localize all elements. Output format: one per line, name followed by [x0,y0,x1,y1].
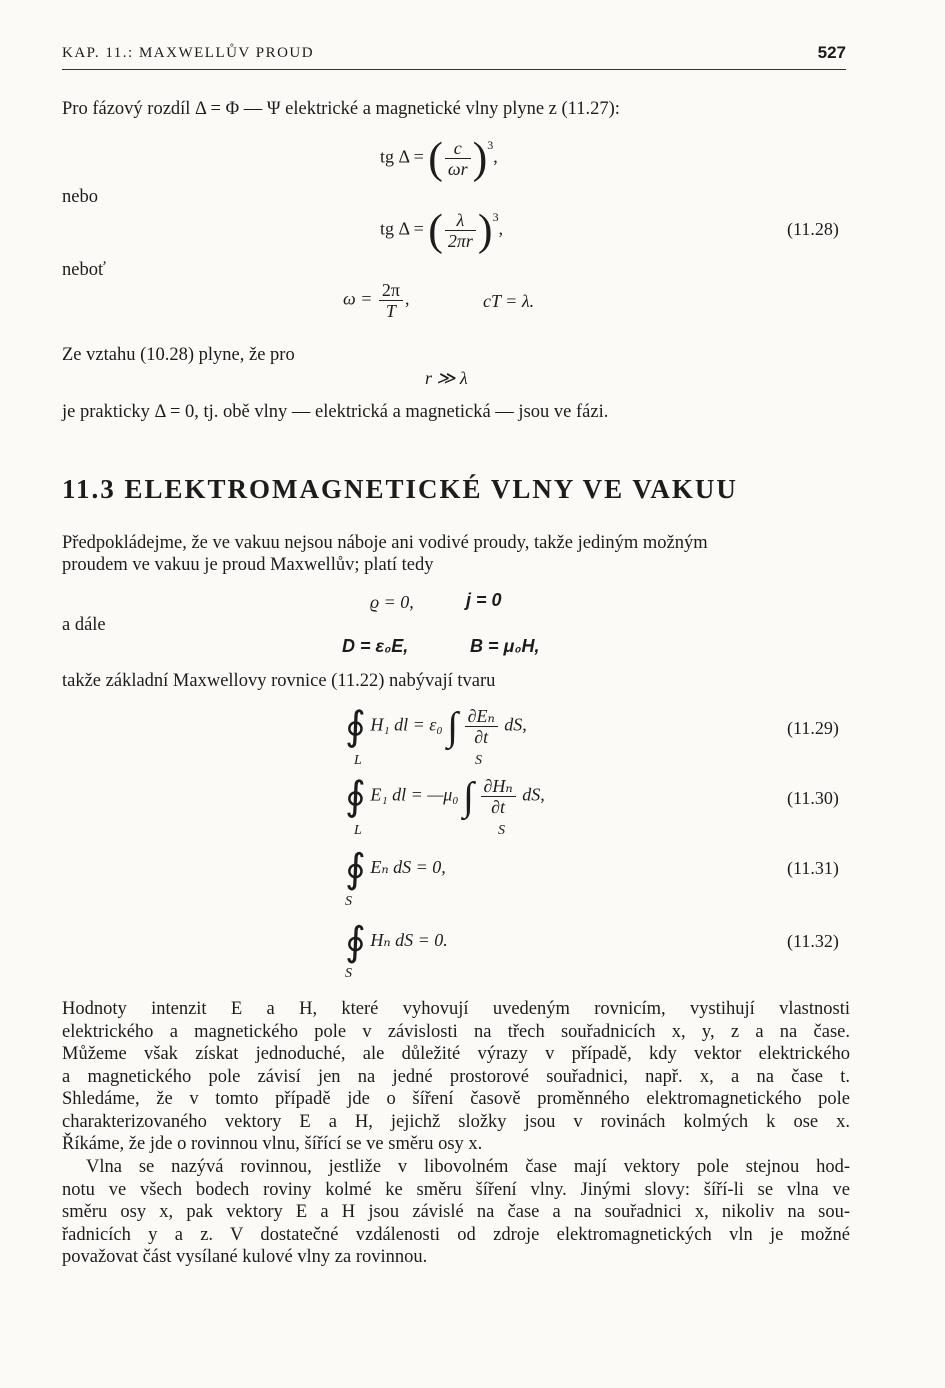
maxwell-equation-11-31 [345,846,446,891]
paragraph-line: Vlna se nazývá rovinnou, jestliže v libovolném čase mají vektory pole stejnou hod- [86,1157,850,1177]
paragraph-field-values [62,998,850,1156]
fraction-dH-dt [481,776,516,817]
equation-B-mu-H: B = μ₀H, [470,636,540,656]
lhs: Eₙ dS = 0, [370,857,446,878]
equation-number-11-32: (11.32) [787,931,839,951]
omega-label: ω = [343,288,373,309]
fraction-c-omega-r [445,138,471,179]
paren-right: ) [472,133,488,183]
equation-rho-zero: ϱ = 0, [370,592,414,612]
section-intro-line-2: proudem ve vakuu je proud Maxwellův; platí tedy [62,555,434,575]
paren-left: ( [428,133,443,183]
paragraph-line: Hodnoty intenzit E a H, které vyhovují uvedeným rovnicím, vystihují vlastnosti [62,999,850,1019]
page-number: 527 [817,43,846,62]
limit-L: L [354,823,362,838]
numerator: ∂Hₙ [481,776,516,797]
paragraph-line: a magnetického pole závisí jen na jedné prostorové souřadnici, např. x, a na čase t. [62,1066,850,1087]
comma: , [493,146,498,167]
numerator-c: c [445,138,471,159]
maxwell-equation-11-32 [345,919,448,964]
fraction-2pi-T [379,280,403,321]
equation-r-gg-lambda: r ≫ λ [425,368,468,388]
tg-label: tg Δ = [380,146,424,167]
contour-integral-icon: ∮ [345,773,366,819]
denominator-T: T [385,301,396,321]
paren-right: ) [477,205,493,255]
paragraph-line: Můžeme však získat jednoduché, ale důležité výrazy v případě, kdy vektor elektrického [62,1044,850,1064]
lhs: Hₙ dS = 0. [370,930,448,951]
numerator-2pi: 2π [379,280,403,301]
equation-tg-c [380,133,498,183]
fraction-dE-dt [465,706,498,747]
phase-difference-text: Pro fázový rozdíl Δ = Φ — Ψ elektrické a magnetické vlny plyne z (11.27): [62,99,620,119]
contour-integral-icon: ∮ [345,846,366,891]
tail: dS, [504,714,527,735]
equation-cT-lambda: cT = λ. [483,291,535,311]
in-phase-text: je prakticky Δ = 0, tj. obě vlny — elektrická a magnetická — jsou ve fázi. [62,402,609,422]
paragraph-line: směru osy x, pak vektory E a H jsou závislé na čase a na souřadnici x, nikoliv na sou- [62,1202,850,1222]
limit-S: S [498,823,505,838]
limit-S: S [345,966,352,981]
denominator: ∂t [474,727,489,747]
paragraph-line: řadnicích y a z. V dostatečné vzdálenosti od zdroje elektromagnetických vln je možné [62,1224,850,1245]
maxwell-equation-11-29 [345,703,527,768]
denominator-2pir: 2πr [447,231,473,251]
a-dale-text: a dále [62,615,106,635]
equation-omega [343,280,409,321]
paragraph-plane-wave [62,1156,850,1269]
numerator-lambda: λ [445,210,476,231]
denominator-omega-r: ωr [447,159,468,179]
paragraph-line: považovat část vysílané kulové vlny za rovinnou. [62,1247,428,1267]
equation-number-11-28: (11.28) [787,219,839,239]
equation-number-11-31: (11.31) [787,858,839,878]
nebot-word: neboť [62,260,106,280]
maxwell-equation-11-30 [345,773,545,819]
paragraph-line: Říkáme, že jde o rovinnou vlnu, šířící se ve směru osy x. [62,1134,483,1154]
contour-integral-icon: ∮ [345,703,366,749]
nebo-word: nebo [62,187,98,207]
comma: , [404,288,410,309]
takze-text: takže základní Maxwellovy rovnice (11.22) nabývají tvaru [62,671,496,691]
limit-L: L [354,753,362,768]
comma: , [498,218,504,239]
numerator: ∂Eₙ [465,706,498,727]
equation-number-11-29: (11.29) [787,718,839,738]
paragraph-line: Shledáme, že v tomto případě jde o šíření časově proměnného elektromagnetického pole [62,1089,850,1109]
page-header [62,43,846,70]
section-intro-line-1: Předpokládejme, že ve vakuu nejsou náboje ani vodivé proudy, takže jediným možným [62,533,708,553]
paren-left: ( [428,205,443,255]
equation-tg-lambda [380,205,504,255]
section-heading: 11.3 ELEKTROMAGNETICKÉ VLNY VE VAKUU [62,474,738,504]
exponent-3: 3 [487,138,494,152]
tail: dS, [522,784,545,805]
lhs: H₁ dl = ε₀ [370,714,443,735]
ze-vztahu-text: Ze vztahu (10.28) plyne, že pro [62,345,295,365]
equation-number-11-30: (11.30) [787,788,839,808]
integral-icon: ∫ [447,703,459,749]
integral-icon: ∫ [463,773,475,819]
paragraph-line: elektrického a magnetického pole v závislosti na třech souřadnicích x, y, z a na čase. [62,1021,850,1042]
tg-label: tg Δ = [380,218,424,239]
equation-j-zero: j = 0 [466,590,502,610]
paragraph-line: charakterizovaného vektory E a H, jejichž složky jsou v rovinách kolmých k ose x. [62,1111,850,1132]
paragraph-line: notu ve všech bodech roviny kolmé ke směru šíření vlny. Jinými slovy: šíří-li se vlna ve [62,1179,850,1200]
limit-S: S [345,894,352,909]
running-title: KAP. 11.: MAXWELLŮV PROUD [62,45,315,61]
exponent-3: 3 [492,210,499,224]
limit-S: S [475,753,482,768]
equation-D-epsilon-E: D = ε₀E, [342,636,409,656]
fraction-lambda-2pir [445,210,476,251]
denominator: ∂t [491,797,506,817]
contour-integral-icon: ∮ [345,919,366,964]
lhs: E₁ dl = —μ₀ [370,784,459,805]
